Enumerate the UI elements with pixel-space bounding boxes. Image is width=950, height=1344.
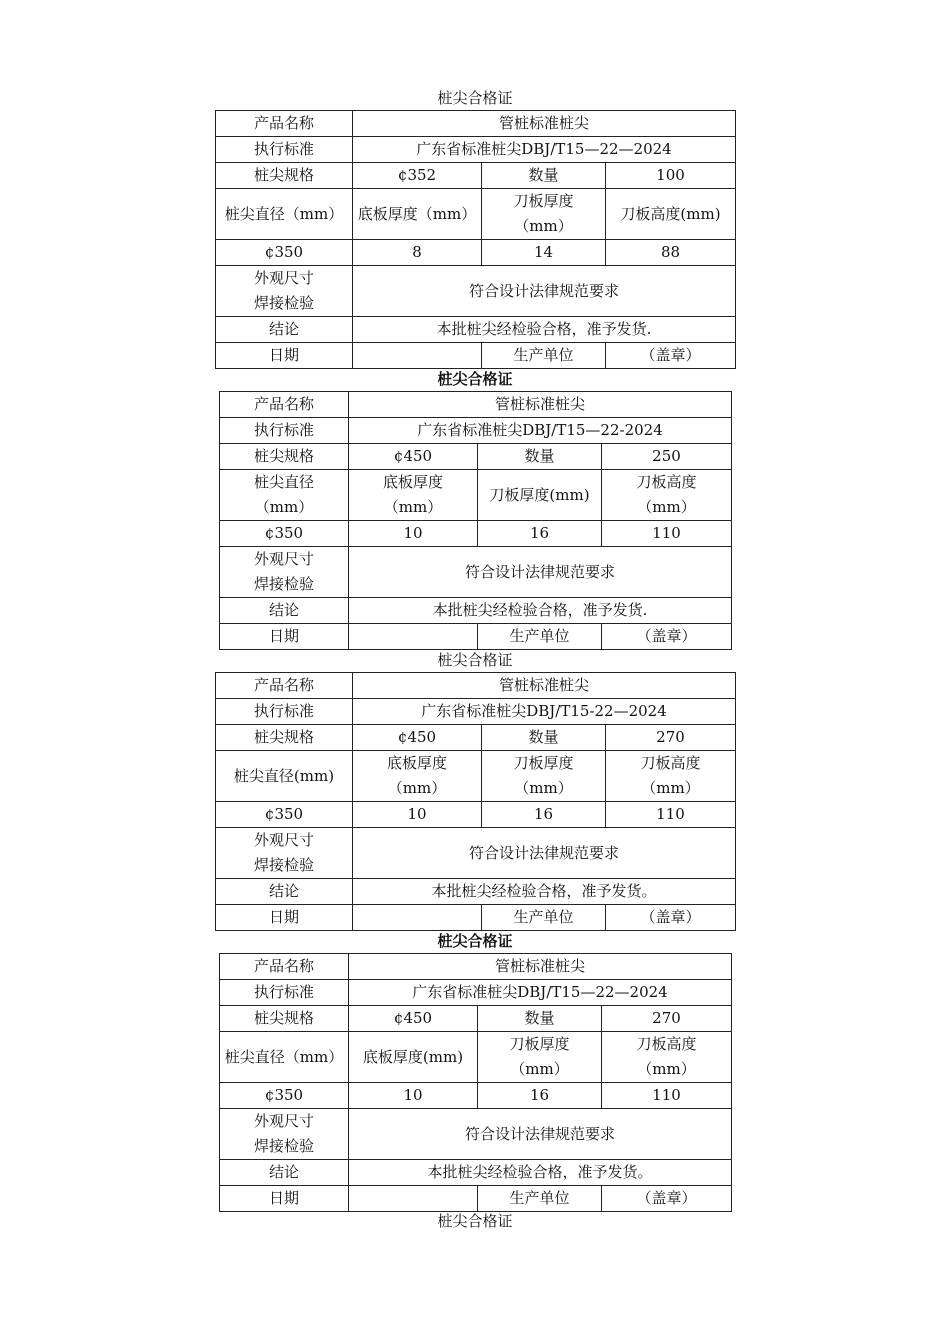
base-thickness-header: 底板厚度(mm) <box>349 1032 478 1083</box>
seal-text: （盖章） <box>602 624 732 650</box>
blade-thickness-header: 刀板厚度(mm) <box>478 470 602 521</box>
table-row <box>220 521 732 547</box>
base-thickness-value: 10 <box>353 802 482 828</box>
base-thickness-value: 10 <box>349 521 478 547</box>
spec-value: ¢450 <box>349 1006 478 1032</box>
maker-label: 生产单位 <box>482 905 606 931</box>
blade-height-value: 110 <box>602 1083 732 1109</box>
date-value <box>353 343 482 369</box>
table-row <box>220 1006 732 1032</box>
table-row <box>216 240 736 266</box>
conclusion-label: 结论 <box>220 1160 349 1186</box>
product-name-label: 产品名称 <box>216 111 353 137</box>
appearance-value: 符合设计法律规范要求 <box>349 547 732 598</box>
seal-text: （盖章） <box>602 1186 732 1212</box>
diameter-header: 桩尖直径（mm） <box>220 1032 349 1083</box>
date-label: 日期 <box>220 624 349 650</box>
blade-height-value: 110 <box>606 802 736 828</box>
conclusion-value: 本批桩尖经检验合格，准予发货。 <box>353 879 736 905</box>
blade-thickness-value: 16 <box>478 521 602 547</box>
certificate-table <box>219 953 732 1212</box>
diameter-value: ¢350 <box>220 1083 349 1109</box>
table-row <box>220 418 732 444</box>
seal-text: （盖章） <box>606 343 736 369</box>
table-row <box>220 1109 732 1160</box>
spec-value: ¢450 <box>353 725 482 751</box>
blade-height-header: 刀板高度 （mm） <box>602 470 732 521</box>
certificate-title: 桩尖合格证 <box>437 932 513 950</box>
base-thickness-header: 底板厚度（mm） <box>353 189 482 240</box>
table-row <box>216 266 736 317</box>
conclusion-label: 结论 <box>216 879 353 905</box>
table-row <box>220 1160 732 1186</box>
blade-thickness-value: 16 <box>478 1083 602 1109</box>
date-value <box>349 624 478 650</box>
diameter-value: ¢350 <box>220 521 349 547</box>
blade-thickness-header: 刀板厚度 （mm） <box>478 1032 602 1083</box>
blade-height-header: 刀板高度(mm) <box>606 189 736 240</box>
spec-label: 桩尖规格 <box>216 725 353 751</box>
spec-value: ¢352 <box>353 163 482 189</box>
standard-label: 执行标准 <box>220 418 349 444</box>
product-name-label: 产品名称 <box>220 954 349 980</box>
diameter-header: 桩尖直径（mm） <box>216 189 353 240</box>
table-row <box>216 163 736 189</box>
table-row <box>220 980 732 1006</box>
base-thickness-value: 10 <box>349 1083 478 1109</box>
appearance-value: 符合设计法律规范要求 <box>353 828 736 879</box>
date-value <box>349 1186 478 1212</box>
appearance-value: 符合设计法律规范要求 <box>349 1109 732 1160</box>
appearance-label: 外观尺寸 焊接检验 <box>216 266 353 317</box>
table-row <box>220 954 732 980</box>
table-row <box>216 751 736 802</box>
date-value <box>353 905 482 931</box>
product-name-value: 管桩标准桩尖 <box>353 111 736 137</box>
blade-height-header: 刀板高度 （mm） <box>602 1032 732 1083</box>
certificate-2 <box>219 367 731 650</box>
quantity-value: 100 <box>606 163 736 189</box>
product-name-label: 产品名称 <box>220 392 349 418</box>
base-thickness-header: 底板厚度 （mm） <box>349 470 478 521</box>
table-row <box>216 725 736 751</box>
certificate-3 <box>215 648 735 931</box>
blade-height-value: 88 <box>606 240 736 266</box>
table-row <box>220 624 732 650</box>
table-row <box>216 317 736 343</box>
blade-thickness-header: 刀板厚度 （mm） <box>482 189 606 240</box>
standard-label: 执行标准 <box>220 980 349 1006</box>
blade-thickness-value: 14 <box>482 240 606 266</box>
certificate-table <box>215 672 736 931</box>
maker-label: 生产单位 <box>482 343 606 369</box>
footer-certificate-title: 桩尖合格证 <box>437 1212 513 1230</box>
blade-height-value: 110 <box>602 521 732 547</box>
quantity-value: 250 <box>602 444 732 470</box>
table-row <box>216 673 736 699</box>
table-row <box>220 1186 732 1212</box>
certificate-table <box>219 391 732 650</box>
spec-value: ¢450 <box>349 444 478 470</box>
table-row <box>220 392 732 418</box>
table-row <box>216 905 736 931</box>
product-name-value: 管桩标准桩尖 <box>349 954 732 980</box>
spec-label: 桩尖规格 <box>216 163 353 189</box>
spec-label: 桩尖规格 <box>220 444 349 470</box>
certificate-title: 桩尖合格证 <box>437 651 513 669</box>
base-thickness-value: 8 <box>353 240 482 266</box>
standard-label: 执行标准 <box>216 699 353 725</box>
spec-label: 桩尖规格 <box>220 1006 349 1032</box>
table-row <box>220 1032 732 1083</box>
table-row <box>220 547 732 598</box>
appearance-value: 符合设计法律规范要求 <box>353 266 736 317</box>
standard-value: 广东省标准桩尖DBJ/T15—22—2024 <box>349 980 732 1006</box>
product-name-value: 管桩标准桩尖 <box>353 673 736 699</box>
standard-value: 广东省标准桩尖DBJ/T15-22—2024 <box>353 699 736 725</box>
date-label: 日期 <box>216 343 353 369</box>
table-row <box>216 828 736 879</box>
diameter-header: 桩尖直径(mm) <box>216 751 353 802</box>
certificate-title: 桩尖合格证 <box>437 89 513 107</box>
conclusion-label: 结论 <box>216 317 353 343</box>
conclusion-label: 结论 <box>220 598 349 624</box>
date-label: 日期 <box>216 905 353 931</box>
table-row <box>216 137 736 163</box>
quantity-value: 270 <box>606 725 736 751</box>
conclusion-value: 本批桩尖经检验合格，准予发货. <box>353 317 736 343</box>
certificate-title: 桩尖合格证 <box>437 370 513 388</box>
product-name-label: 产品名称 <box>216 673 353 699</box>
table-row <box>216 802 736 828</box>
blade-thickness-value: 16 <box>482 802 606 828</box>
diameter-value: ¢350 <box>216 240 353 266</box>
quantity-label: 数量 <box>478 444 602 470</box>
diameter-header: 桩尖直径 （mm） <box>220 470 349 521</box>
standard-value: 广东省标准桩尖DBJ/T15—22—2024 <box>353 137 736 163</box>
maker-label: 生产单位 <box>478 624 602 650</box>
certificate-table <box>215 110 736 369</box>
table-row <box>216 189 736 240</box>
table-row <box>216 343 736 369</box>
certificate-1 <box>215 86 735 369</box>
blade-height-header: 刀板高度 （mm） <box>606 751 736 802</box>
table-row <box>216 111 736 137</box>
standard-value: 广东省标准桩尖DBJ/T15—22-2024 <box>349 418 732 444</box>
appearance-label: 外观尺寸 焊接检验 <box>220 1109 349 1160</box>
table-row <box>216 699 736 725</box>
seal-text: （盖章） <box>606 905 736 931</box>
quantity-value: 270 <box>602 1006 732 1032</box>
base-thickness-header: 底板厚度 （mm） <box>353 751 482 802</box>
standard-label: 执行标准 <box>216 137 353 163</box>
table-row <box>220 444 732 470</box>
conclusion-value: 本批桩尖经检验合格，准予发货. <box>349 598 732 624</box>
date-label: 日期 <box>220 1186 349 1212</box>
appearance-label: 外观尺寸 焊接检验 <box>220 547 349 598</box>
table-row <box>220 598 732 624</box>
quantity-label: 数量 <box>482 163 606 189</box>
appearance-label: 外观尺寸 焊接检验 <box>216 828 353 879</box>
table-row <box>220 1083 732 1109</box>
table-row <box>220 470 732 521</box>
maker-label: 生产单位 <box>478 1186 602 1212</box>
table-row <box>216 879 736 905</box>
conclusion-value: 本批桩尖经检验合格，准予发货。 <box>349 1160 732 1186</box>
certificate-4 <box>219 929 731 1212</box>
product-name-value: 管桩标准桩尖 <box>349 392 732 418</box>
quantity-label: 数量 <box>482 725 606 751</box>
quantity-label: 数量 <box>478 1006 602 1032</box>
diameter-value: ¢350 <box>216 802 353 828</box>
blade-thickness-header: 刀板厚度 （mm） <box>482 751 606 802</box>
